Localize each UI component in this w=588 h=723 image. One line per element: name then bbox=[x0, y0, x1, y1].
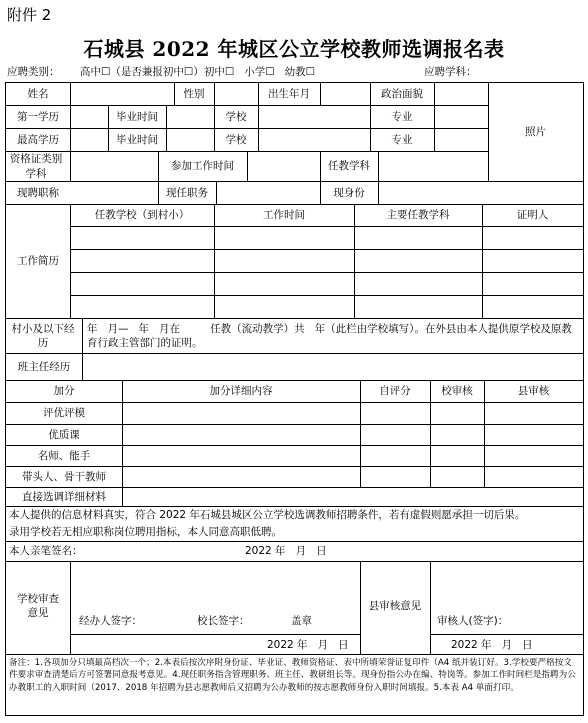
school-handler-label: 经办人签字： bbox=[79, 615, 142, 628]
bonus-header-self: 自评分 bbox=[379, 385, 411, 398]
label-political: 政治面貌 bbox=[381, 87, 423, 100]
work-header-time: 工作时间 bbox=[263, 209, 305, 222]
label-birth: 出生年月 bbox=[268, 87, 310, 100]
work-header-witness: 证明人 bbox=[516, 209, 549, 222]
apply-category-options: 高中☐（是否兼报初中☐）初中☐ 小学☐ 幼教☐ bbox=[80, 66, 316, 78]
county-review-label: 县审核意见 bbox=[368, 599, 422, 612]
bonus-header-detail: 加分详细内容 bbox=[209, 385, 273, 398]
school-seal-label: 盖章 bbox=[291, 615, 312, 628]
label-school-1: 学校 bbox=[225, 110, 247, 123]
school-review-label: 学校审查意见 bbox=[17, 592, 59, 619]
school-review-date: 2022 年 月 日 bbox=[267, 638, 349, 651]
label-teaching-subject: 任教学科 bbox=[328, 160, 370, 173]
label-school-2: 学校 bbox=[225, 133, 247, 146]
label-current-duty: 现任职务 bbox=[166, 186, 208, 199]
statement-sign-label: 本人亲笔签名： bbox=[9, 545, 83, 558]
bonus-header-county: 县审核 bbox=[517, 385, 550, 398]
label-current-title: 现聘职称 bbox=[17, 186, 59, 199]
label-cert: 资格证类别学科 bbox=[9, 153, 63, 180]
work-header-school: 任教学校（到村小） bbox=[94, 209, 190, 222]
statement-line-1: 本人提供的信息材料真实，符合 2022 年石城县城区公立学校选调教师招聘条件，若有虚假则愿承担一切后果。 bbox=[9, 509, 526, 522]
label-first-edu: 第一学历 bbox=[17, 110, 59, 123]
label-major-1: 专业 bbox=[391, 110, 413, 123]
bonus-item-famous-teacher: 名师、能手 bbox=[37, 449, 91, 462]
photo-box: 照片 bbox=[525, 125, 546, 138]
statement-line-2: 录用学校若无相应职称岗位聘用指标，本人同意高职低聘。 bbox=[9, 526, 282, 539]
form-title: 石城县 2022 年城区公立学校教师选调报名表 bbox=[83, 37, 505, 61]
label-grad-time-2: 毕业时间 bbox=[116, 133, 158, 146]
county-review-date: 2022 年 月 日 bbox=[451, 638, 533, 651]
footnote: 备注：1.各项加分只填最高档次一个；2.本表后按次序附身份证、毕业证、教师资格证、表中所填荣誉证复印件（A4 纸并装订好。3.学校要严格按文件要求审查清楚后方可签署同意报考意见。4.现任职务指含管理职务、班主任、教研组长等。现身份指公办在编、特岗等。参加工作时间栏是指聘为公办教职工的入职时间（2017、2018 年招聘为县志愿教师后又招聘为公办教师的按志愿教师身份入职时间填报。5.本表 A4 单面打印。 bbox=[9, 658, 576, 693]
county-reviewer-label: 审核人(签字)： bbox=[437, 615, 509, 628]
bonus-header-item: 加分 bbox=[53, 385, 75, 398]
label-top-edu: 最高学历 bbox=[17, 133, 59, 146]
label-identity: 现身份 bbox=[333, 186, 365, 199]
village-text: 年 月— 年 月在 任教（流动教学）共 年（此栏由学校填写）。在外县由本人提供原学校及原教育行政主管部门的证明。 bbox=[87, 322, 572, 349]
label-head-teacher: 班主任经历 bbox=[17, 360, 71, 373]
apply-category-label: 应聘类别： bbox=[7, 66, 60, 78]
label-work-history: 工作简历 bbox=[17, 255, 59, 268]
label-major-2: 专业 bbox=[391, 133, 413, 146]
statement-date: 2022 年 月 日 bbox=[245, 545, 327, 558]
label-grad-time-1: 毕业时间 bbox=[116, 110, 158, 123]
bonus-item-quality-class: 优质课 bbox=[48, 428, 80, 441]
bonus-header-school: 校审核 bbox=[441, 385, 473, 398]
label-village: 村小及以下经历 bbox=[11, 322, 75, 349]
work-header-subject: 主要任教学科 bbox=[386, 209, 450, 222]
bonus-item-award: 评优评模 bbox=[43, 407, 85, 420]
apply-subject-label: 应聘学科： bbox=[424, 66, 477, 78]
school-principal-label: 校长签字： bbox=[197, 615, 250, 628]
bonus-item-leader: 带头人、骨干教师 bbox=[22, 470, 106, 483]
attachment-label: 附件 2 bbox=[7, 6, 52, 24]
bonus-detail-label: 直接选调详细材料 bbox=[22, 490, 106, 503]
label-work-start: 参加工作时间 bbox=[171, 160, 234, 173]
label-name: 姓名 bbox=[27, 87, 49, 100]
label-gender: 性别 bbox=[183, 87, 205, 100]
